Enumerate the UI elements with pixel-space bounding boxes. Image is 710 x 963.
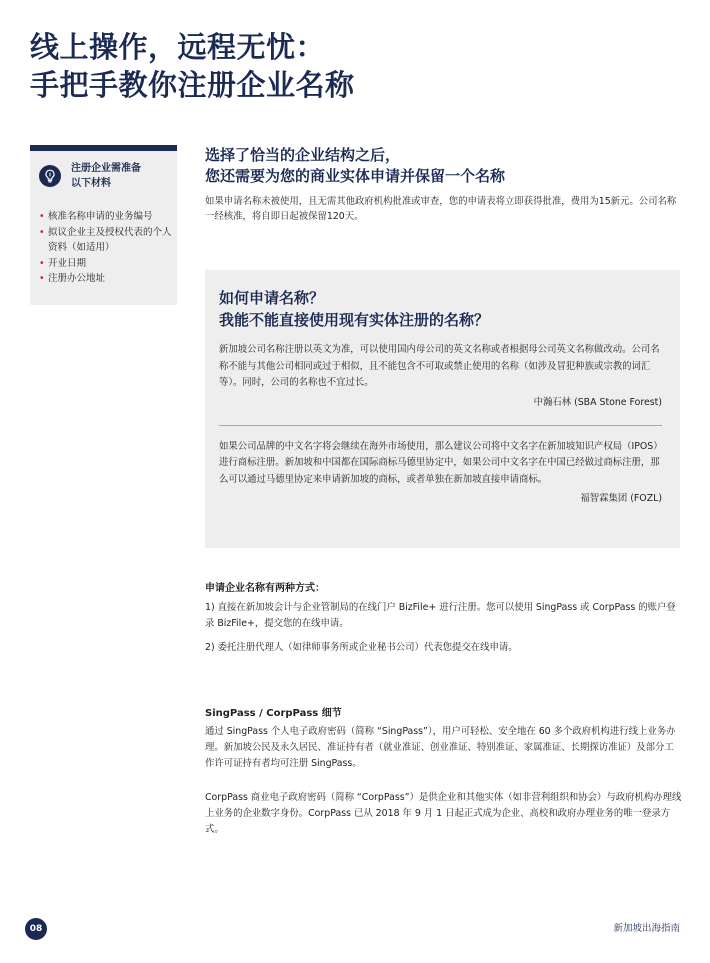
requirements-sidebar (30, 145, 177, 305)
sidebar-title-line1: 注册企业需准备 (71, 163, 141, 174)
list-item: • 注册办公地址 (39, 271, 177, 287)
singpass-paragraph: 通过 SingPass 个人电子政府密码（简称 “SingPass”），用户可轻松、安全地在 60 多个政府机构进行线上业务办理。新加坡公民及永久居民、准证持有者（就业准证、创业准证、特别准证、家属准证、长期探访准证）及部分工作许可证持有者均可注册 SingPass。 (205, 726, 676, 770)
method-item-1: 1) 直接在新加坡会计与企业管制局的在线门户 BizFile+ 进行注册。您可以使用 SingPass 或 CorpPass 的账户登录 BizFile+，提交您的在线申请。 (205, 602, 676, 629)
list-item: • 拟议企业主及授权代表的个人资料（如适用） (39, 225, 177, 256)
page-title (30, 28, 680, 104)
method-item-2: 2) 委托注册代理人（如律师事务所或企业秘书公司）代表您提交在线申请。 (205, 642, 518, 653)
faq-question (219, 288, 662, 331)
section-heading-line1: 选择了恰当的企业结构之后， (205, 146, 401, 164)
faq-answer-1: 新加坡公司名称注册以英文为准，可以使用国内母公司的英文名称或者根据母公司英文名称做改动。公司名称不能与其他公司相同或过于相似，且不能包含不可取或禁止使用的名称（如涉及冒犯种族或宗教的词汇等）。同时，公司的名称也不宜过长。 (219, 344, 660, 388)
list-item: • 核准名称申请的业务编号 (39, 209, 177, 225)
faq-question-line1: 如何申请名称？ (219, 289, 325, 307)
list-item: • 开业日期 (39, 256, 177, 272)
methods-title: 申请企业名称有两种方式： (205, 583, 325, 594)
sidebar-title (71, 161, 141, 191)
faq-divider (219, 425, 662, 426)
sidebar-header (30, 151, 177, 191)
faq-box (205, 270, 680, 548)
lightbulb-icon (39, 165, 61, 187)
section-heading-line2: 您还需要为您的商业实体申请并保留一个名称 (205, 167, 506, 185)
corppass-paragraph: CorpPass 商业电子政府密码（简称 “CorpPass”）是供企业和其他实体（如非营利组织和协会）与政府机构办理线上业务的企业数字身份。CorpPass 已从 2018 年 9 月 1 日起正式成为企业、高校和政府办理业务的唯一登录方式。 (205, 792, 682, 836)
footer-guide-title: 新加坡出海指南 (613, 923, 680, 934)
faq-answer-2: 如果公司品牌的中文名字将会继续在海外市场使用，那么建议公司将中文名字在新加坡知识产权局（IPOS）进行商标注册。新加坡和中国都在国际商标马德里协定中，如果公司中文名字在中国已经做过商标注册，那么可以通过马德里协定来申请新加坡的商标，或者单独在新加坡直接申请商标。 (219, 440, 660, 485)
faq-attribution-1: 中瀚石林 (SBA Stone Forest) (533, 396, 662, 408)
section-heading (205, 145, 685, 187)
requirements-list (39, 209, 177, 287)
page-title-line2: 手把手教你注册企业名称 (30, 68, 355, 102)
faq-attribution-2: 福智霖集团 (FOZL) (580, 493, 662, 504)
intro-paragraph: 如果申请名称未被使用，且无需其他政府机构批准或审查，您的申请表将立即获得批准，费用为15新元。公司名称一经核准，将自即日起被保留120天。 (205, 196, 677, 222)
sidebar-title-line2: 以下材料 (71, 178, 111, 189)
page-number: 08 (25, 918, 47, 940)
faq-question-line2: 我能不能直接使用现有实体注册的名称？ (219, 310, 490, 329)
singpass-title: SingPass / CorpPass 细节 (205, 708, 342, 719)
page-title-line1: 线上操作，远程无忧： (30, 30, 326, 64)
